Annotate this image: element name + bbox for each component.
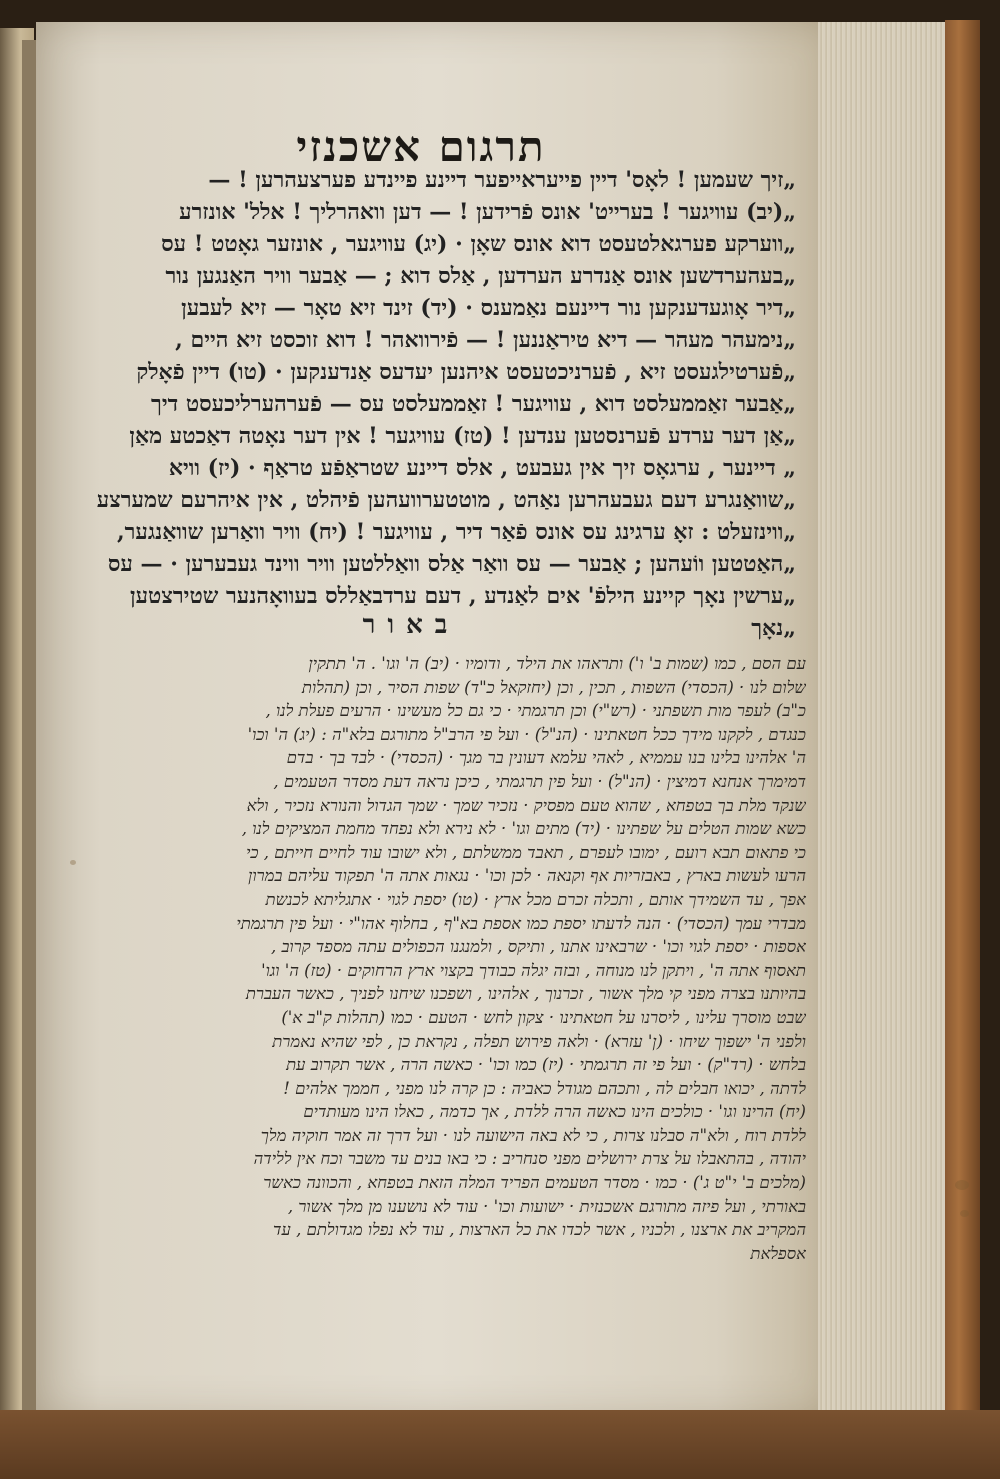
commentary-line: שנקד מלת בך בטפחא , שהוא טעם מפסיק · נזכיר שמך · שמך הגדול והנורא נזכיר , ולא (246, 795, 806, 815)
translation-line: „ווינזעלט : זאָ ערגינג עס אונס פֿאַר דיר , עוויגער ! (יח) וויר וואַרען שוואַנגער, (116, 519, 796, 545)
foxing-spot (70, 860, 76, 865)
commentary-line: שבט מוסרך עלינו , ליסרנו על חטאתינו · צקון לחש · הטעם · כמו (תהלות ק"ב א') (281, 1007, 806, 1027)
commentary-line: (מלכים ב' י"ט ג') · כמו · מסדר הטעמים הפריד המלה הזאת בטפחא , והכוונה כאשר (263, 1173, 806, 1193)
section-heading: באור (362, 610, 460, 640)
commentary-line: יהודה , בהתאבלו על צרת ירושלים מפני סנחריב : כי באו בנים עד משבר וכח אין ללידה (253, 1149, 806, 1169)
commentary-line: עם הסם , כמו (שמות ב' ו') ותראהו את הילד , ודומיו · (יב) ה' וגו' . ה' תתקין (308, 654, 806, 673)
commentary-line: המקריב את ארצנו , ולכניו , אשר לכדו את כל הארצות , עוד לא נפלו מגדולתם , עד (272, 1220, 806, 1240)
translation-line: „שוואַנגרע דעם געבעהרען נאַהט , מוטטערוועהען פֿיהלט , אין איהרעם שמערצע (96, 487, 796, 513)
translation-line: „בעהערדשען אונס אַנדרע הערדען , אַלס דוא ; — אַבער וויר האַנגען נור (165, 263, 796, 289)
commentary-line: אספות · יספת לגוי וכו' · שרבאינו אתנו , ותיקס , ולמנגנו הכפולים עתה מספד קרוב , (270, 937, 806, 957)
translation-line: „ערשין נאָך קיינע הילפֿ' אים לאַנדע , דעם ערדבאַללס בעוואָהנער שטירצטען (130, 583, 796, 609)
commentary-line: דמימרך אנחנא דמיצין · (הנ"ל) · ועל פין תרגמתי , כיכן נראה דעת מסדר הטעמים , (273, 771, 806, 791)
commentary-line: הרעו לעשות בארץ , באבזריות אף וקנאה · לכן וכו' · נגאות אתה ה' תפקוד עליהם במרון (248, 866, 806, 886)
book-page (36, 22, 836, 1417)
commentary-line: כנגדם , לקקנו מידך ככל חטאתינו · (הנ"ל) · ועל פי הרב"ל מתורגם בלא"ה : (יג) ה' וכו' (247, 724, 806, 744)
translation-line: „אַן דער ערדע פֿערנסטען ענדען ! (טז) עוויגער ! אין דער נאָטה דאַכטע מאַן (129, 423, 796, 449)
book-cover-board (0, 1410, 1000, 1479)
translation-line: „זיך שעמען ! לאָס' דיין פייעראייפער דיינע פיינדע פערצעהרען ! — (208, 167, 796, 193)
commentary-line: באורתי , ועל פיזה מתורגם אשכנזית · ישועות וכו' · עוד לא נושענו מן מלך אשור , (287, 1196, 806, 1216)
commentary-line: ללדת רוח , ולא"ה סבלנו צרות , כי לא באה הישועה לנו · ועל דרך זה אמר חוקיה מלך (260, 1125, 806, 1145)
commentary-line: ה' אלהינו בלינו בנו עממיא , לאהי עלמא דעונין בר מגך · (הכסדי) · לבד בך · בדם (286, 748, 806, 768)
commentary-text (76, 652, 806, 1265)
commentary-line: שלום לנו · (הכסדי) השפות , תכין , וכן (יחזקאל כ"ד) שפות הסיר , וכן (תהלות (301, 677, 806, 697)
commentary-line: מבדרי עמך (הכסדי) · הנה לדעתו יספת כמו אספת בא"ף , בחלוף אהו"י · ועל פין תרגמתי (236, 913, 806, 933)
commentary-line: בלחש · (רד"ק) · ועל פי זה תרגמתי · (יז) כמו וכו' · כאשה הרה , אשר תקרוב עת (286, 1055, 806, 1075)
commentary-line: לדתה , יכואו חבלים לה , ותכהם מגודל כאביה : כן קרה לנו מפני , חממך אלהים ! (283, 1078, 806, 1098)
commentary-line: אפך , עד השמידך אותם , ותכלה זכרם מכל ארץ · (טו) יספת לגוי · אתגליתא לכנשת (265, 889, 806, 909)
translation-line: „פֿערטילגעסט זיא , פֿערניכטעסט איהנען יעדעס אַנדענקען · (טו) דיין פֿאָלק (136, 359, 796, 385)
page-edges (818, 22, 953, 1417)
foxing-spot (960, 1210, 969, 1217)
translation-line: „אַבער זאַממעלסט דוא , עוויגער ! זאַממעלסט עס — פֿערהערליכעסט דיך (151, 391, 796, 417)
commentary-line: כשא שמות הטלים על שפתינו · (יד) מתים וגו' · לא נירא ולא נפחד מחמת המציקים לנו , (241, 819, 806, 839)
translation-line: „דיר אָוגעדענקען נור דיינעם נאַמענס · (יד) זינד זיא טאָר — זיא לעבען (181, 295, 796, 321)
foxing-spot (955, 1180, 969, 1190)
commentary-line: ולפני ה' ישפוך שיחו · (ן' עזרא) · ולאה פירוש תפלה , נקראת כן , לפי שהיא נאמרת (272, 1031, 806, 1051)
commentary-line: בהיותנו בצרה מפני קי מלך אשור , זכרנוך , אלהינו , ושפכנו שיחנו לפניך , כאשר העברת (245, 984, 806, 1004)
page-title: תרגום אשכנזי (296, 122, 546, 171)
translation-line: „נימעהר מעהר — דיא טיראַננען ! — פֿירוואהר ! דוא זוכסט זיא היים , (175, 327, 796, 353)
translation-line: „ווערקע פערגאלטעסט דוא אונס שאָן · (יג) עוויגער , אונזער גאָטט ! עס (161, 231, 796, 257)
translation-line: „נאָך (751, 615, 796, 641)
translation-line: „ דיינער , ערגאָס זיך אין געבעט , אלס דיינע שטראַפֿע טראַף · (יז) וויא (168, 455, 796, 481)
translation-line: „האַטטען ווֹעהען ; אַבער — עס וואַר אַלס וואַללטען וויר ווינד געבערען · — עס (107, 551, 796, 577)
commentary-line: תאסוף אתה ה' , ויתקן לנו מנוחה , ובזה יגלה כבודך בקצוי ארץ הרחוקים · (טז) ה' וגו' (261, 960, 806, 980)
commentary-line: כי פתאום תבא רועם , ימובו לעפרם , תאבד ממשלתם , ולא ישובו עוד לחיים חייתם , כי (246, 842, 806, 862)
commentary-line: אספלאת (750, 1243, 806, 1263)
translation-text (76, 164, 796, 644)
translation-line: „(יב) עוויגער ! בערייט' אונס פֿרידען ! — דען וואהרליך ! אלל' אונזרע (179, 199, 796, 225)
facing-page-shadow (22, 40, 36, 1410)
commentary-line: (יח) הרינו וגו' · כולכים הינו כאשה הרה ללדת , אך כדמה , כאלו הינו מעותדים (303, 1102, 806, 1122)
commentary-line: כ"ב) לעפר מות תשפתני · (רש"י) וכן תרגמתי · כי גם כל מעשינו · הרעים פעלת לנו , (265, 701, 806, 721)
